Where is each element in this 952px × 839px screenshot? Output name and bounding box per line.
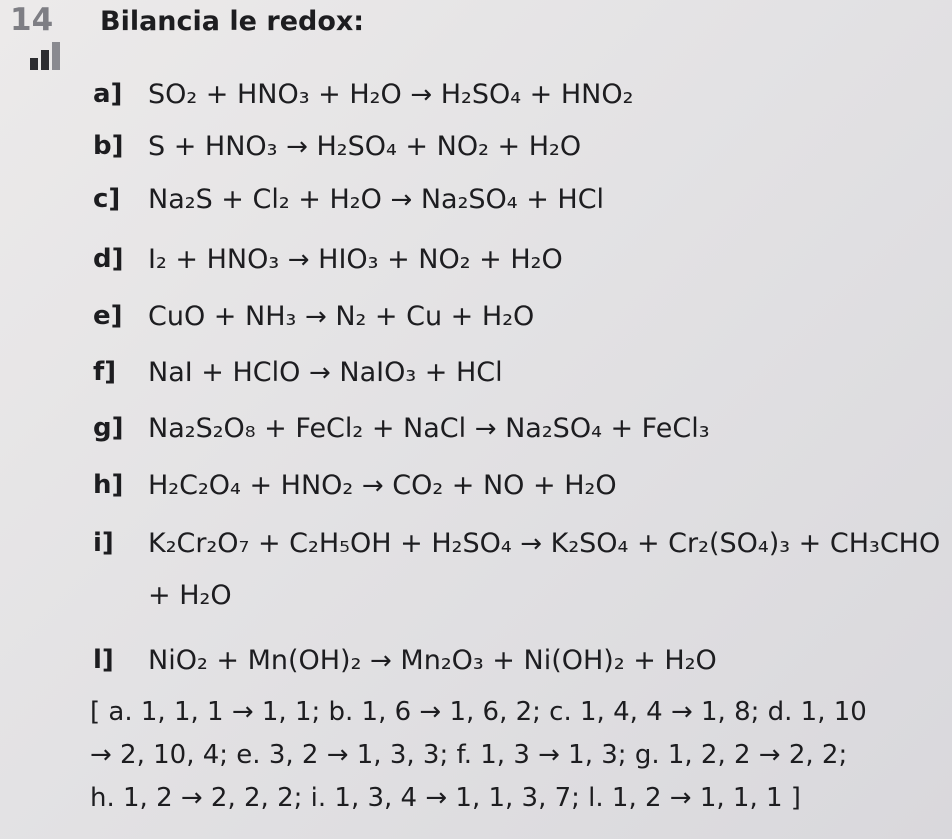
reactants: S + HNO₃	[148, 131, 278, 162]
equation-label: e]	[93, 301, 123, 331]
equation-text	[148, 528, 940, 559]
products: HIO₃ + NO₂ + H₂O	[318, 244, 563, 275]
equation-row	[0, 462, 952, 514]
equation-text	[148, 79, 633, 110]
equation-row	[0, 637, 952, 689]
products: H₂SO₄ + NO₂ + H₂O	[316, 131, 582, 162]
products: Na₂SO₄ + HCl	[420, 184, 605, 215]
equation-row	[0, 349, 952, 401]
equation-label: l]	[93, 645, 114, 675]
equation-continuation: + H₂O	[148, 580, 232, 611]
equation-label: i]	[93, 528, 114, 558]
answer-key	[90, 697, 940, 826]
equation-label: a]	[93, 79, 123, 109]
equation-label: d]	[93, 244, 124, 274]
equation-row	[0, 520, 952, 572]
equation-row	[0, 236, 952, 288]
reactants: NaI + HClO	[148, 357, 301, 388]
reaction-arrow: →	[287, 245, 310, 275]
equation-text	[148, 413, 710, 444]
equation-row	[0, 123, 952, 175]
equation-row	[0, 405, 952, 457]
reactants: SO₂ + HNO₃ + H₂O	[148, 79, 402, 110]
equation-label: f]	[93, 357, 117, 387]
equation-continuation-row	[0, 572, 952, 624]
reaction-arrow: →	[309, 358, 331, 388]
difficulty-level-icon	[30, 40, 64, 70]
reaction-arrow: →	[520, 529, 543, 559]
reactants: NiO₂ + Mn(OH)₂	[148, 645, 362, 676]
products: Na₂SO₄ + FeCl₃	[505, 413, 710, 444]
equation-text	[148, 357, 503, 388]
equation-text	[148, 244, 563, 275]
equation-text	[148, 645, 717, 676]
products: H₂SO₄ + HNO₂	[440, 79, 634, 110]
equation-label: g]	[93, 413, 124, 443]
reactants: K₂Cr₂O₇ + C₂H₅OH + H₂SO₄	[148, 528, 512, 559]
reactants: CuO + NH₃	[148, 301, 297, 332]
products: K₂SO₄ + Cr₂(SO₄)₃ + CH₃CHO	[550, 528, 941, 559]
equation-label: c]	[93, 184, 121, 214]
equation-text	[148, 470, 617, 501]
reactants: Na₂S + Cl₂ + H₂O	[148, 184, 382, 215]
equation-text	[148, 184, 604, 215]
reaction-arrow: →	[474, 414, 497, 444]
reaction-arrow: →	[410, 80, 433, 110]
reaction-arrow: →	[361, 471, 384, 501]
equation-row	[0, 176, 952, 228]
reactants: I₂ + HNO₃	[148, 244, 280, 275]
answer-line: → 2, 10, 4; e. 3, 2 → 1, 3, 3; f. 1, 3 → 1, 3; g. 1, 2, 2 → 2, 2;	[90, 740, 848, 770]
answer-line: h. 1, 2 → 2, 2, 2; i. 1, 3, 4 → 1, 1, 3, 7; l. 1, 2 → 1, 1, 1 ]	[90, 783, 801, 813]
equation-label: h]	[93, 470, 124, 500]
reactants: Na₂S₂O₈ + FeCl₂ + NaCl	[148, 413, 467, 444]
reactants: H₂C₂O₄ + HNO₂	[148, 470, 354, 501]
products: N₂ + Cu + H₂O	[335, 301, 535, 332]
answer-line: [ a. 1, 1, 1 → 1, 1; b. 1, 6 → 1, 6, 2; c. 1, 4, 4 → 1, 8; d. 1, 10	[90, 697, 867, 727]
exercise-number: 14	[10, 2, 54, 38]
products: NaIO₃ + HCl	[339, 357, 503, 388]
equation-label: b]	[93, 131, 124, 161]
products: CO₂ + NO + H₂O	[392, 470, 617, 501]
equation-text	[148, 301, 534, 332]
products: Mn₂O₃ + Ni(OH)₂ + H₂O	[400, 645, 717, 676]
equation-row	[0, 71, 952, 123]
exercise-title: Bilancia le redox:	[100, 6, 365, 37]
reaction-arrow: →	[286, 132, 308, 162]
reaction-arrow: →	[304, 302, 327, 332]
equation-row	[0, 293, 952, 345]
equation-text	[148, 131, 581, 162]
reaction-arrow: →	[370, 646, 392, 676]
reaction-arrow: →	[390, 185, 413, 215]
